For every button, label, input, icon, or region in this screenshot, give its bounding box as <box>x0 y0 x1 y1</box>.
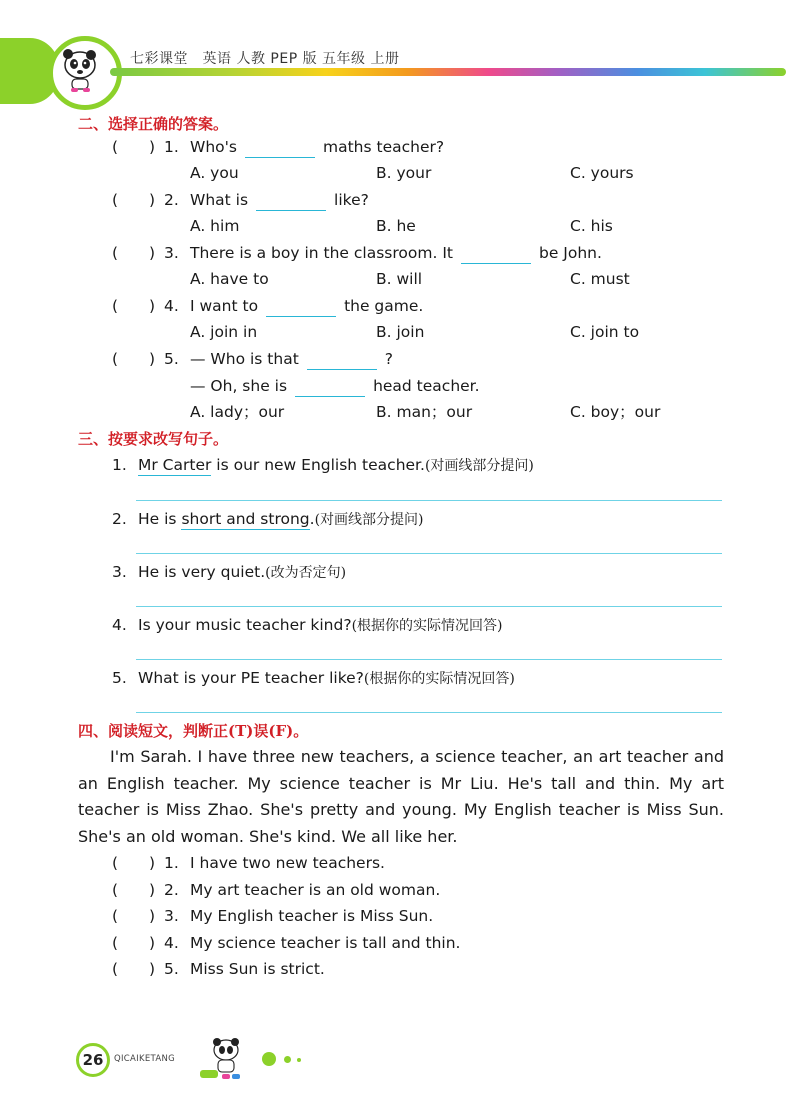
question-text-post: head teacher. <box>373 377 480 395</box>
page-header <box>0 0 800 110</box>
panda-painting-icon <box>196 1034 248 1084</box>
instruction-note: (对画线部分提问) <box>314 512 424 528</box>
reading-passage <box>78 744 724 850</box>
sentence-text-pre: He is <box>138 510 182 528</box>
question-text-post: the game. <box>344 297 424 315</box>
answer-paren[interactable]: ( ) <box>112 244 156 262</box>
footer-dot-medium <box>284 1056 291 1063</box>
question-number: 4. <box>164 297 179 315</box>
option-b[interactable]: B. he <box>376 217 416 235</box>
instruction-note: (根据你的实际情况回答) <box>363 671 515 687</box>
instruction-note: (改为否定句) <box>265 565 347 581</box>
answer-paren[interactable]: ( ) <box>112 907 156 925</box>
answer-paren[interactable]: ( ) <box>112 297 156 315</box>
rewrite-item-5 <box>112 667 515 690</box>
answer-paren[interactable]: ( ) <box>112 350 156 368</box>
statement-text: Miss Sun is strict. <box>190 960 325 978</box>
answer-paren[interactable]: ( ) <box>112 881 156 899</box>
rewrite-item-4 <box>112 614 503 637</box>
statement-number: 1. <box>164 854 179 872</box>
instruction-note: (根据你的实际情况回答) <box>351 618 503 634</box>
mc-question-2 <box>112 189 369 211</box>
option-a[interactable]: A. lady；our <box>190 403 285 421</box>
item-number: 4. <box>112 616 127 634</box>
answer-paren[interactable]: ( ) <box>112 960 156 978</box>
rewrite-item-3 <box>112 561 346 584</box>
tf-statement-1 <box>112 852 385 874</box>
tf-statement-3 <box>112 905 433 927</box>
option-a[interactable]: A. him <box>190 217 240 235</box>
header-rainbow-bar <box>110 68 786 76</box>
tf-statement-4 <box>112 932 461 954</box>
option-b[interactable]: B. your <box>376 164 432 182</box>
question-text-post: maths teacher? <box>322 138 445 156</box>
footer-dot-small <box>297 1058 301 1062</box>
underlined-text: Mr Carter <box>138 456 212 474</box>
question-number: 5. <box>164 350 179 368</box>
statement-number: 2. <box>164 881 179 899</box>
fill-blank[interactable] <box>295 380 365 397</box>
question-number: 2. <box>164 191 179 209</box>
sentence-text: Is your music teacher kind? <box>138 616 352 634</box>
mc-question-5 <box>112 348 393 370</box>
answer-line[interactable] <box>136 712 722 713</box>
answer-line[interactable] <box>136 553 722 554</box>
tf-statement-5 <box>112 958 325 980</box>
section3-title: 三、按要求改写句子。 <box>78 430 229 448</box>
mc-question-4 <box>112 295 423 317</box>
question-text-post: be John. <box>538 244 602 262</box>
answer-paren[interactable]: ( ) <box>112 934 156 952</box>
option-c[interactable]: C. must <box>570 270 630 288</box>
sentence-text: He is very quiet. <box>138 563 266 581</box>
option-c[interactable]: C. join to <box>570 323 640 341</box>
question-text-pre: I want to <box>190 297 259 315</box>
item-number: 5. <box>112 669 127 687</box>
statement-text: My English teacher is Miss Sun. <box>190 907 434 925</box>
question-text-pre: — Who is that <box>190 350 299 368</box>
option-b[interactable]: B. join <box>376 323 425 341</box>
option-a[interactable]: A. have to <box>190 270 269 288</box>
statement-number: 5. <box>164 960 179 978</box>
section4-title: 四、阅读短文，判断正(T)误(F)。 <box>78 722 309 740</box>
question-text-post: like? <box>334 191 369 209</box>
rewrite-item-1 <box>112 454 534 477</box>
question-number: 1. <box>164 138 179 156</box>
question-text-pre: Who's <box>190 138 237 156</box>
question-text-post: ? <box>384 350 394 368</box>
page-number: 26 <box>82 1051 104 1069</box>
sentence-text: . <box>309 510 315 528</box>
answer-line[interactable] <box>136 659 722 660</box>
sentence-text: What is your PE teacher like? <box>138 669 364 687</box>
footer-brand: QICAIKETANG <box>114 1054 175 1064</box>
sentence-text: is our new English teacher. <box>211 456 425 474</box>
fill-blank[interactable] <box>256 194 326 211</box>
answer-line[interactable] <box>136 606 722 607</box>
footer-dot-large <box>262 1052 276 1066</box>
header-title: 七彩课堂 英语 人教 PEP 版 五年级 上册 <box>130 51 400 67</box>
section2-title: 二、选择正确的答案。 <box>78 115 229 133</box>
mc-question-1 <box>112 136 444 158</box>
fill-blank[interactable] <box>245 141 315 158</box>
option-c[interactable]: C. boy；our <box>570 403 661 421</box>
question-number: 3. <box>164 244 179 262</box>
panda-mascot-icon <box>53 41 107 95</box>
underlined-text: short and strong <box>181 510 310 528</box>
option-a[interactable]: A. you <box>190 164 239 182</box>
answer-paren[interactable]: ( ) <box>112 191 156 209</box>
item-number: 1. <box>112 456 127 474</box>
fill-blank[interactable] <box>266 300 336 317</box>
statement-number: 3. <box>164 907 179 925</box>
option-b[interactable]: B. man；our <box>376 403 473 421</box>
statement-number: 4. <box>164 934 179 952</box>
fill-blank[interactable] <box>307 353 377 370</box>
option-c[interactable]: C. yours <box>570 164 634 182</box>
question-text-pre: There is a boy in the classroom. It <box>190 244 453 262</box>
passage-text: I'm Sarah. I have three new teachers, a science teacher, an art teacher and an English teacher. My science teacher is Mr Liu. He's tall and thin. My art teacher is Miss Zhao. She's pretty and young. My English teacher is Miss Sun. She's an old woman. She's kind. We all like her. <box>78 747 724 846</box>
mc-question-3 <box>112 242 602 264</box>
item-number: 3. <box>112 563 127 581</box>
item-number: 2. <box>112 510 127 528</box>
question-text-pre: What is <box>190 191 249 209</box>
statement-text: My science teacher is tall and thin. <box>190 934 461 952</box>
statement-text: I have two new teachers. <box>190 854 385 872</box>
instruction-note: (对画线部分提问) <box>424 458 534 474</box>
question-text-pre: — Oh, she is <box>190 377 288 395</box>
mc-question-5-line2 <box>190 375 480 397</box>
rewrite-item-2 <box>112 508 424 531</box>
answer-line[interactable] <box>136 500 722 501</box>
statement-text: My art teacher is an old woman. <box>190 881 441 899</box>
answer-paren[interactable]: ( ) <box>112 138 156 156</box>
tf-statement-2 <box>112 879 440 901</box>
option-b[interactable]: B. will <box>376 270 423 288</box>
fill-blank[interactable] <box>461 247 531 264</box>
option-a[interactable]: A. join in <box>190 323 258 341</box>
answer-paren[interactable]: ( ) <box>112 854 156 872</box>
option-c[interactable]: C. his <box>570 217 613 235</box>
